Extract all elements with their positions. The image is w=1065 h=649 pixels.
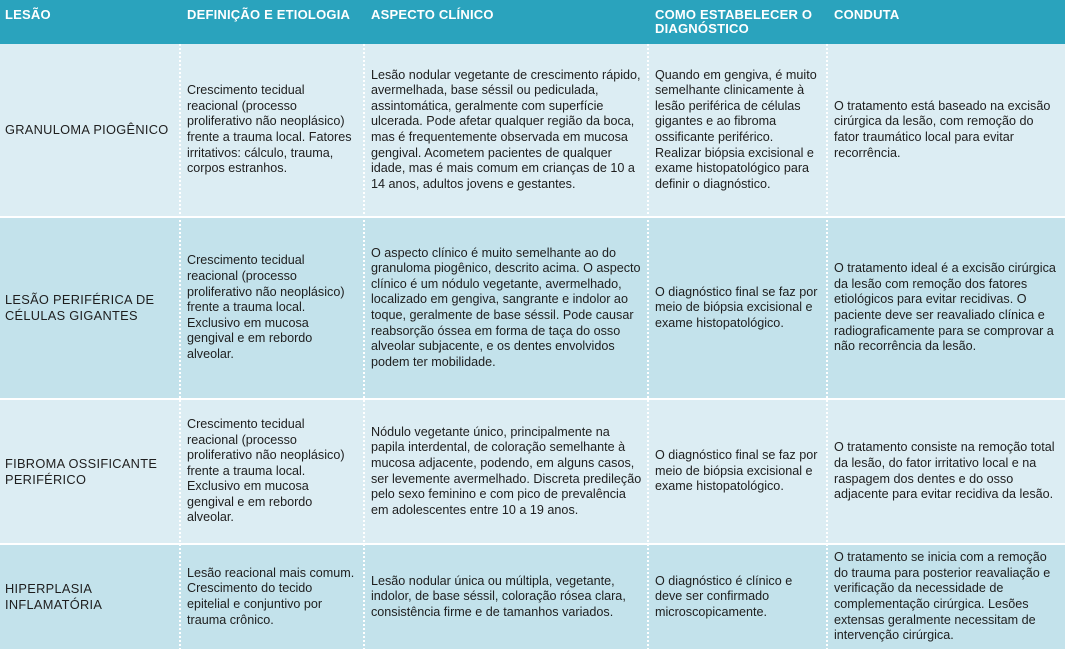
conduct-cell: O tratamento ideal é a excisão cirúrgica da lesão com remoção dos fatores etiológicos para evitar recidivas. O paciente deve ser reavaliado clínica e radiograficamente para se comprovar a não recorrência da lesão. [834, 261, 1056, 354]
clinical-cell: Lesão nodular vegetante de crescimento rápido, avermelhada, base séssil ou pediculada, assintomática, geralmente com superfície ulcerada. Pode afetar qualquer região da boca, mas é frequentemente observada em mucosa gengival. Acometem pacientes de qualquer idade, mas é mais comum em crianças de 10 a 14 anos, adultos jovens e gestantes. [371, 67, 641, 191]
header-diagnosis: COMO ESTABELECER O DIAGNÓSTICO [655, 7, 813, 36]
clinical-cell: Lesão nodular única ou múltipla, vegetante, indolor, de base séssil, coloração rósea clara, consistência firme e de tamanhos variados. [371, 573, 626, 619]
column-divider [179, 44, 181, 649]
header-conduct: CONDUTA [834, 7, 900, 22]
definition-cell: Crescimento tecidual reacional (processo proliferativo não neoplásico) frente a trauma local. Fatores irritativos: cálculo, trauma, corpos estranhos. [187, 83, 352, 176]
lesion-name: GRANULOMA PIOGÊNICO [5, 122, 169, 137]
column-divider [826, 44, 828, 649]
clinical-cell: Nódulo vegetante único, principalmente na papila interdental, de coloração semelhante à mucosa adjacente, podendo, em alguns casos, ser levemente avermelhado. Discreta predileção pelo sexo feminino e com pico de prevalência em adolescentes entre 10 a 19 anos. [371, 424, 642, 517]
definition-cell: Crescimento tecidual reacional (processo proliferativo não neoplásico) frente a trauma local. Exclusivo em mucosa gengival e em rebordo alveolar. [187, 253, 345, 361]
diagnosis-cell: O diagnóstico final se faz por meio de biópsia excisional e exame histopatológico. [655, 284, 818, 330]
diagnosis-cell: O diagnóstico é clínico e deve ser confirmado microscopicamente. [655, 573, 793, 619]
header-definition: DEFINIÇÃO E ETIOLOGIA [187, 7, 351, 22]
column-divider [363, 44, 365, 649]
table-row [0, 400, 1065, 543]
lesion-name: FIBROMA OSSIFICANTE PERIFÉRICO [5, 455, 158, 487]
clinical-cell: O aspecto clínico é muito semelhante ao do granuloma piogênico, descrito acima. O aspecto clínico é um nódulo vegetante, avermelhado, localizado em gengiva, sangrante e indolor ao toque, geralmente de base séssil. Pode causar reabsorção óssea em forma de taça do osso alveolar subjacente, e os dentes envolvidos podem ter mobilidade. [371, 245, 641, 369]
lesion-name: LESÃO PERIFÉRICA DE CÉLULAS GIGANTES [5, 292, 155, 323]
diagnosis-cell: O diagnóstico final se faz por meio de biópsia excisional e exame histopatológico. [655, 448, 818, 494]
conduct-cell: O tratamento se inicia com a remoção do trauma para posterior reavaliação e verificação da necessidade de complementação cirúrgica. Lesões extensas geralmente necessitam de intervenção cirúrgica. [834, 550, 1051, 643]
table-row [0, 44, 1065, 216]
lesion-name: HIPERPLASIA INFLAMATÓRIA [5, 581, 103, 612]
conduct-cell: O tratamento consiste na remoção total da lesão, do fator irritativo local e na raspagem dos dentes e do osso adjacente para evitar recidiva da lesão. [834, 440, 1055, 502]
table-row [0, 545, 1065, 649]
definition-cell: Crescimento tecidual reacional (processo proliferativo não neoplásico) frente a trauma local. Exclusivo em mucosa gengival e em rebordo alveolar. [187, 416, 345, 525]
conduct-cell: O tratamento está baseado na excisão cirúrgica da lesão, com remoção do fator traumático local para evitar recorrência. [834, 98, 1051, 160]
diagnosis-cell: Quando em gengiva, é muito semelhante clinicamente à lesão periférica de células gigantes e ao fibroma ossificante periférico. Realizar biópsia excisional e exame histopatológico para definir o diagnóstico. [655, 67, 817, 191]
header-clinical: ASPECTO CLÍNICO [371, 7, 494, 22]
table-row [0, 218, 1065, 398]
column-divider [647, 44, 649, 649]
definition-cell: Lesão reacional mais comum. Crescimento do tecido epitelial e conjuntivo por trauma crônico. [187, 565, 355, 627]
table-header-row [0, 0, 1065, 44]
header-lesion: LESÃO [5, 7, 51, 22]
